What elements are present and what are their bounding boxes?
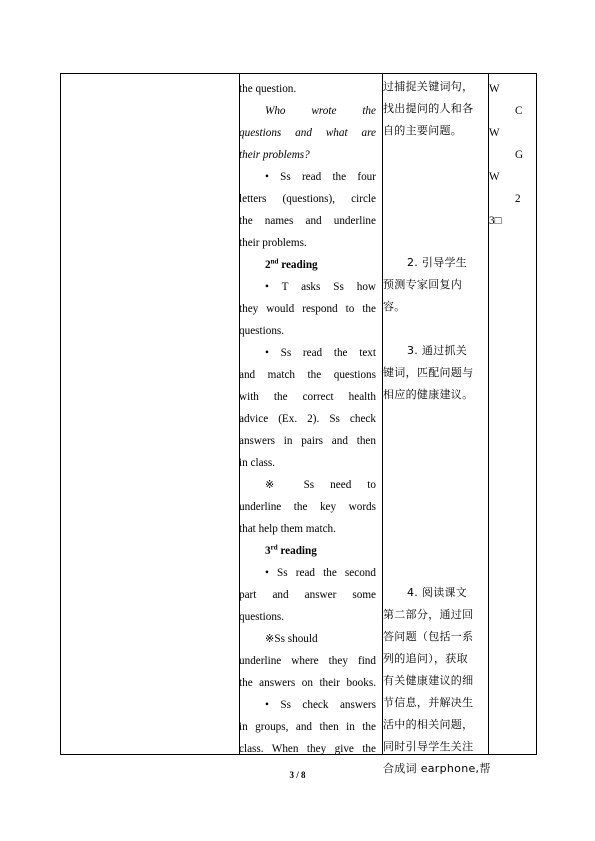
procedure-line: • Ss read the text [265, 347, 376, 359]
procedure-line: with the correct health [239, 391, 376, 403]
procedure-line: that help them match. [239, 523, 336, 535]
purpose-line: 预测专家回复内 [383, 278, 463, 291]
purpose-line: 自的主要问题。 [383, 124, 463, 137]
procedure-line: • Ss read the second [265, 567, 376, 579]
purpose-line: 键词，匹配问题与 [383, 366, 474, 379]
heading-number: 3 [265, 545, 271, 557]
procedure-line: class. When they give the [239, 743, 376, 755]
third-reading-heading [239, 540, 376, 562]
procedure-line: questions. [239, 325, 285, 337]
procedure-line: • Ss read the four [265, 171, 376, 183]
heading-ordinal: rd [270, 543, 278, 552]
purpose-line: 容。 [383, 300, 406, 313]
procedure-line: • Ss check answers [265, 699, 376, 711]
heading-text: reading [281, 259, 318, 271]
procedure-line: the names and underline [239, 215, 376, 227]
purpose-line: 第二部分，通过回 [383, 608, 474, 621]
purpose-column [383, 74, 491, 775]
procedure-line: their problems. [239, 237, 307, 249]
procedure-line: advice (Ex. 2). Ss check [239, 413, 376, 425]
assessment-column [489, 74, 535, 754]
procedure-line: Who wrote the [265, 105, 376, 117]
heading-ordinal: nd [270, 257, 279, 266]
procedure-line: the question. [239, 83, 297, 95]
page-number: 3 / 8 [289, 770, 306, 780]
purpose-line: 答问题（包括一系 [383, 630, 474, 643]
purpose-line: 有关健康建议的细 [383, 674, 474, 687]
procedure-line: letters (questions), circle [239, 193, 376, 205]
heading-number: 2 [265, 259, 271, 271]
purpose-line: 4. 阅读课文 [407, 586, 468, 599]
procedure-line: their problems? [239, 149, 310, 161]
assessment-line: W [489, 83, 500, 95]
procedure-line: questions. [239, 611, 285, 623]
purpose-line: 列的追问），获取 [383, 652, 468, 665]
assessment-line: 2 [515, 193, 521, 205]
assessment-line: C [515, 105, 523, 117]
procedure-line: underline where they find [239, 655, 376, 667]
assessment-line: G [515, 149, 524, 161]
purpose-line: 活中的相关问题， [383, 718, 474, 731]
second-reading-heading [239, 254, 376, 276]
purpose-line: 相应的健康建议。 [383, 388, 474, 401]
purpose-line: 2. 引导学生 [407, 256, 468, 269]
purpose-line: 过捕捉关键词句， [383, 80, 474, 93]
assessment-line: W [489, 127, 500, 139]
assessment-line: 3□ [489, 215, 502, 227]
procedure-line: and match the questions [239, 369, 376, 381]
procedure-line: part and answer some [239, 589, 376, 601]
purpose-line: 3. 通过抓关 [407, 344, 468, 357]
procedure-line: in groups, and then in the [239, 721, 376, 733]
purpose-line: 同时引导学生关注 [383, 740, 474, 753]
procedure-line: underline the key words [239, 501, 376, 513]
assessment-line: W [489, 171, 500, 183]
procedure-line: in class. [239, 457, 276, 469]
procedure-line: • T asks Ss how [265, 281, 376, 293]
procedure-line: they would respond to the [239, 303, 376, 315]
purpose-line: 节信息，并解决生 [383, 696, 474, 709]
procedure-line: the answers on their books. [239, 677, 376, 689]
procedure-line: answers in pairs and then [239, 435, 376, 447]
procedure-line: ※Ss should [265, 633, 318, 645]
procedure-column [239, 74, 376, 754]
procedure-line: questions and what are [239, 127, 376, 139]
heading-text: reading [280, 545, 317, 557]
procedure-line: ※ Ss need to [265, 479, 376, 491]
purpose-line: 合成词 earphone,帮 [383, 762, 491, 775]
purpose-line: 找出提问的人和各 [383, 102, 474, 115]
